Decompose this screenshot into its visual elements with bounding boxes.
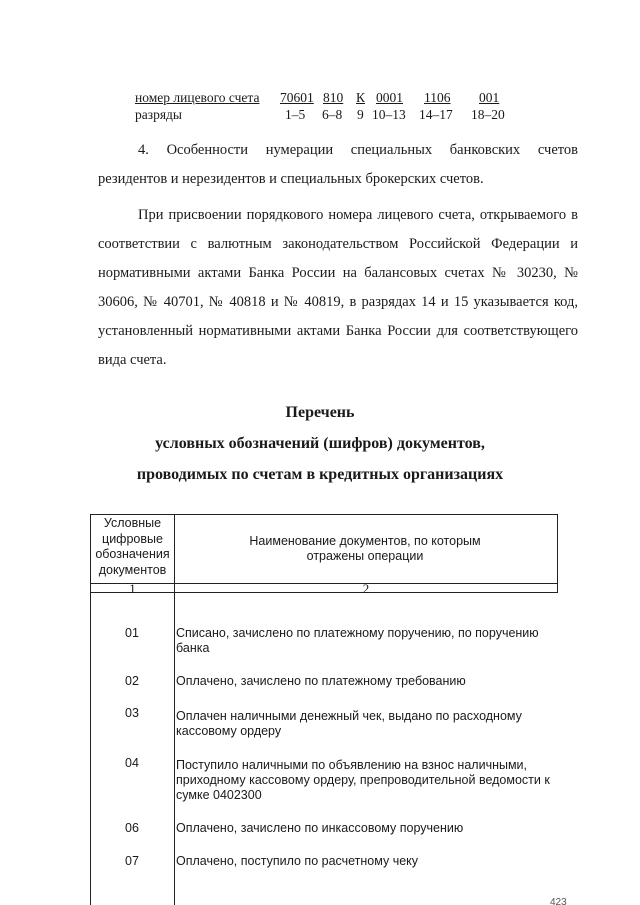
header-num-1: 1 [129, 581, 136, 596]
digits-1: 1–5 [285, 107, 306, 122]
row-text-07: Оплачено, поступило по расчетному чеку [176, 854, 419, 868]
document-title-line-1: Перечень [285, 404, 355, 421]
row-text-04: Поступило наличными по объявлению на взнос наличными, приходному кассовому ордеру, препроводительной ведомости к сумке 0402300 [176, 758, 550, 802]
document-title-line-2: условных обозначений (шифров) документов, [155, 435, 485, 452]
account-part-6: 001 [479, 90, 500, 105]
account-label: номер лицевого счета [135, 90, 260, 105]
account-part-1: 70601 [280, 90, 314, 105]
row-code-04: 04 [125, 756, 139, 770]
row-code-02: 02 [125, 674, 139, 688]
row-text-01: Списано, зачислено по платежному поручению, по поручению банка [176, 626, 539, 655]
header-col-codes: Условные цифровые обозначения документов [95, 516, 170, 577]
row-code-07: 07 [125, 854, 139, 868]
account-part-5: 1106 [424, 90, 451, 105]
row-text-02: Оплачено, зачислено по платежному требованию [176, 674, 466, 688]
section-4-heading: 4. Особенности нумерации специальных банковских счетов резидентов и нерезидентов и специальных брокерских счетов. [98, 142, 578, 187]
page-number: 423 [550, 897, 567, 905]
document-codes-table [90, 514, 558, 905]
table-border-right [557, 514, 558, 592]
digits-label: разряды [135, 107, 182, 122]
section-4-text [98, 136, 578, 375]
row-code-06: 06 [125, 821, 139, 835]
digits-6: 18–20 [471, 107, 505, 122]
section-4-paragraph: При присвоении порядкового номера лицевого счета, открываемого в соответствии с валютным законодательством Российской Федерации и нормативными актами Банка России на балансовых счетах № 30230, № 30606, № 40701, № 40818 и № 40819, в разрядах 14 и 15 указывается код, установленный нормативными актами Банка России для соответствующего вида счета. [98, 207, 578, 368]
row-text-03: Оплачен наличными денежный чек, выдано по расходному кассовому ордеру [176, 709, 522, 738]
table-column-divider [174, 514, 175, 905]
account-part-2: 810 [323, 90, 344, 105]
row-code-03: 03 [125, 706, 139, 720]
digits-4: 10–13 [372, 107, 406, 122]
row-code-01: 01 [125, 626, 139, 640]
document-title-line-3: проводимых по счетам в кредитных организациях [136, 466, 504, 483]
digits-5: 14–17 [419, 107, 453, 122]
row-text-06: Оплачено, зачислено по инкассовому поручению [176, 821, 464, 835]
table-border-top [90, 514, 558, 515]
header-col-documents: Наименование документов, по которым отражены операции [249, 534, 481, 563]
account-part-3: К [356, 90, 366, 105]
header-num-2: 2 [362, 581, 370, 596]
account-part-4: 0001 [376, 90, 403, 105]
digits-2: 6–8 [322, 107, 343, 122]
digits-3: 9 [357, 107, 364, 122]
